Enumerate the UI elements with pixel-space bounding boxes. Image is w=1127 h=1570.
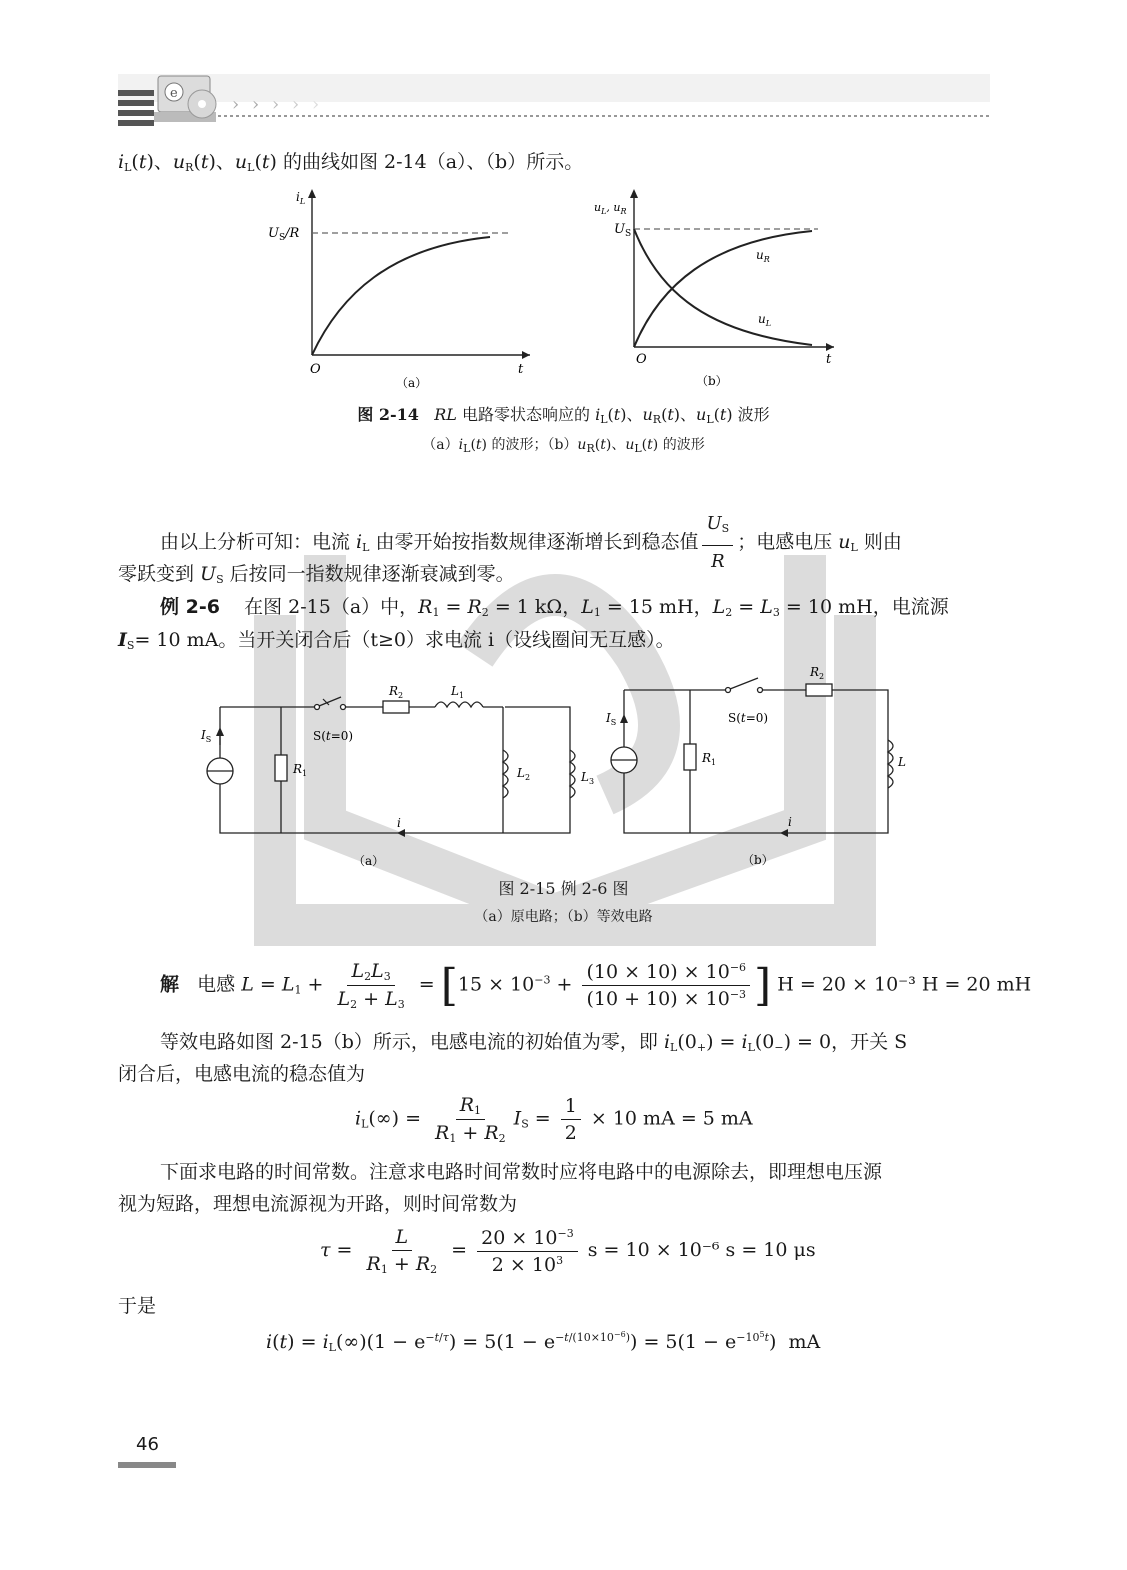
solution-para-3: 于是 [118,1295,157,1317]
figure-2-14-caption: 图 2-14 RL 电路零状态响应的 $i_L(t)$、$u_R(t)$、$u_L(t)$ 波形 [357,405,770,426]
l-inductor [888,740,893,788]
figure-2-15-caption: 图 2-15 例 2-6 图 [498,879,629,898]
figure-2-14-subcaption: $(a)i_L(t)$ 的波形；$(b)u_R(t)$、$u_L(t)$ 的波形 [422,437,705,455]
svg-text:IS: $I_S$ [201,728,212,744]
panel-label-a: （a） [396,376,428,390]
ul-ur-axis-label: $u_L$, $u_R$ [594,201,627,216]
svg-text:i: i [788,815,792,829]
us-label: $U_S$ [614,222,632,239]
svg-text:R2: $R_2$ [810,665,825,681]
figure-2-14-a [260,185,540,395]
example-line-2: $I_S= 10$ mA。当开关闭合后（t≥0）求电流 i（设线圈间无互感）。 [118,629,675,652]
l2-inductor [503,750,508,798]
r2-resistor [806,684,832,696]
svg-text:e: e [170,86,178,101]
example-line-1: 例 2-6 在图 2-15（a）中，$R_1 = R_2 = 1$ kΩ，$L_1 = 15$ mH，$L_2 = L_3 = 10$ mH，电流源 [160,596,949,619]
panel-label-b: （b） [696,374,728,388]
solution-eq-1: 解 电感 $L = L_1$ + $\frac{L_2L_3}{L_2 + L_3}$ = [$15 \times 10^{-3}$ + $\frac{(10 \times 10) \times 10^{-6}}{(10 + 10) \times 10^{-3}}$ ] H = 20 × 10⁻³ H = 20 mH [160,960,1032,1011]
svg-text:›: › [232,94,240,115]
solution-para-1-line-2: 闭合后，电感电流的稳态值为 [118,1063,366,1085]
analysis-line-2: 零跃变到 $U_S$ 后按同一指数规律逐渐衰减到零。 [118,563,515,586]
figure-2-15-a [195,675,595,875]
svg-text:S(t=0): S(t=0) [313,729,354,743]
solution-eq-3: τ = $\frac{L}{R_1 + R_2}$ = $\frac{20 \times 10^{-3}}{2 \times 10^3}$ s = 10 × 10⁻⁶ s = 10 μs [320,1226,816,1276]
origin-label: O [310,362,321,377]
solution-para-2-line-2: 视为短路，理想电流源视为开路，则时间常数为 [118,1193,518,1215]
svg-text:R1: $R_1$ [702,751,717,767]
svg-text:›: › [292,94,300,115]
l1-inductor [435,702,483,707]
r2-resistor [383,701,409,713]
page-number: 46 [136,1434,159,1455]
origin-label: O [636,352,647,367]
laptop-icon [154,76,216,122]
svg-text:›: › [312,94,320,115]
svg-text:L1: $L_1$ [451,684,465,700]
svg-text:›: › [252,94,260,115]
solution-eq-2: $i_L(\infty)$ = $\frac{R_1}{R_1 + R_2}$ $I_S$ = $\frac{1}{2}$ × 10 mA = 5 mA [355,1094,753,1145]
ul-curve [634,229,812,345]
r1-resistor [275,755,287,781]
us-r-label: $U_S/R$ [268,226,300,243]
switch-symbol [730,678,758,689]
solution-para-2-line-1: 下面求电路的时间常数。注意求电路时间常数时应将电路中的电源除去，即理想电压源 [160,1161,883,1183]
svg-text:R2: $R_2$ [389,684,404,700]
solution-eq-4: $i(t) = i_L(\infty)(1 - e^{-t/\tau}) = 5(1 - e^{-t/(10\times 10^{-6})}) = 5(1 - e^{-10^5t})$ mA [266,1330,821,1354]
svg-text:L: L [898,755,906,769]
solution-para-1-line-1: 等效电路如图 2-15（b）所示，电感电流的初始值为零，即 $i_L(0_+) = i_L(0_-) = 0$，开关 S [160,1031,908,1054]
t-axis-label: t [518,362,524,377]
svg-text:›: › [272,94,280,115]
svg-text:R1: $R_1$ [293,762,308,778]
intro-line: $i_L(t)$、$u_R(t)$、$u_L(t)$ 的曲线如图 2-14（a）、（b）所示。 [118,151,584,174]
ul-curve-label: $u_L$ [758,312,772,328]
header-decoration [118,74,990,134]
il-curve [312,237,490,355]
page-number-bar [118,1462,176,1468]
svg-text:S(t=0): S(t=0) [728,711,769,725]
ur-curve [634,231,812,347]
svg-text:（b）: （b） [742,853,774,867]
t-axis-label: t [826,352,832,367]
header-banner [118,74,990,134]
ur-curve-label: $u_R$ [756,248,770,264]
svg-text:L2: $L_2$ [517,766,531,782]
svg-text:（a）: （a） [353,854,385,868]
switch-symbol [319,697,341,706]
il-axis-label: $i_L$ [296,190,306,206]
svg-text:IS: $I_S$ [606,711,617,727]
figure-2-15-b [600,660,910,870]
figure-2-15-subcaption: （a）原电路；（b）等效电路 [474,909,653,925]
svg-text:i: i [397,816,401,830]
figure-2-14-b [590,185,850,395]
r1-resistor [684,744,696,770]
svg-text:L3: $L_3$ [581,770,595,786]
analysis-line-1: 由以上分析可知：电流 $i_L$ 由零开始按指数规律逐渐增长到稳态值 $\frac{U_S}{R}$ ；电感电压 $u_L$ 则由 [160,510,902,576]
l3-inductor [570,750,575,798]
